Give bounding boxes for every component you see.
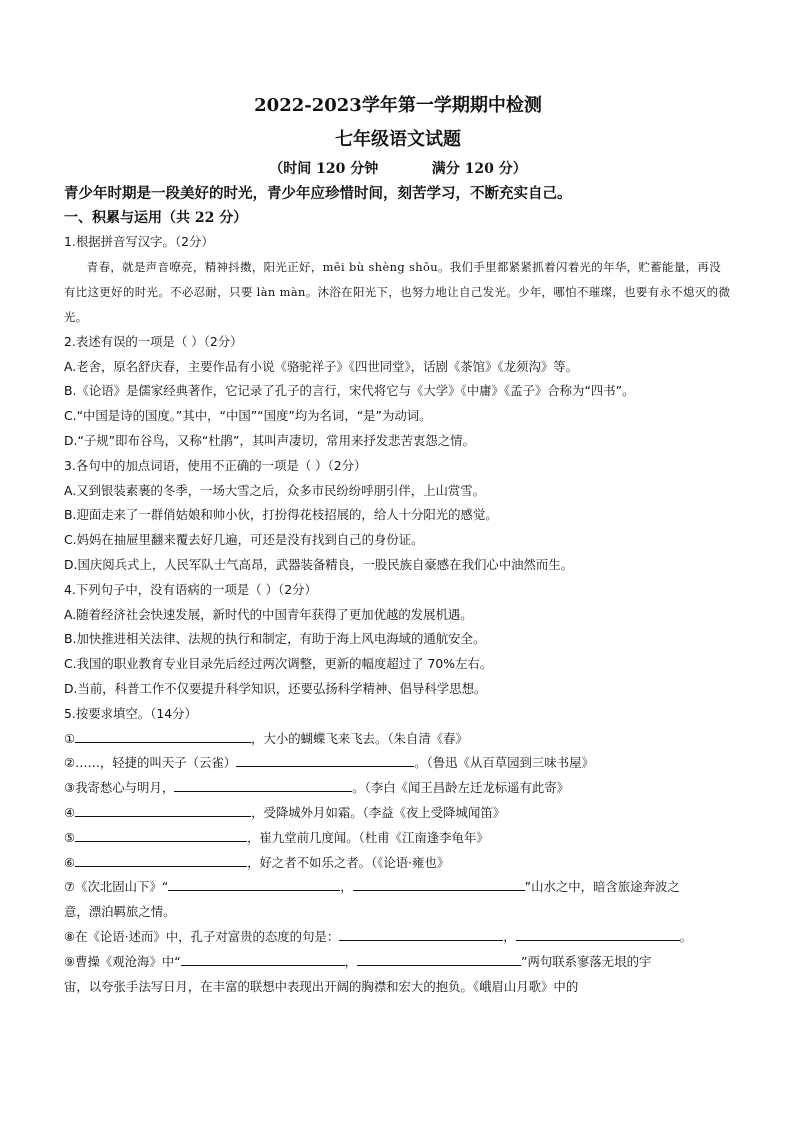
answer-blank[interactable] [357, 951, 521, 966]
answer-blank[interactable] [75, 802, 251, 817]
fill-item-8-suffix: 。 [679, 928, 693, 944]
exam-page [64, 94, 732, 999]
exam-title: 2022-2023学年第一学期期中检测 [254, 95, 542, 116]
answer-blank[interactable] [174, 777, 352, 792]
question-2-option-d: D.“子规”即布谷鸟，又称“杜鹃”，其叫声凄切，常用来抒发悲苦衷怨之情。 [64, 432, 475, 448]
question-2-option-c: C.“中国是诗的国度。”其中，“中国”“国度”均为名词，“是”为动词。 [64, 408, 432, 424]
fill-item-4-prefix: ④ [64, 804, 76, 820]
answer-blank[interactable] [516, 926, 680, 941]
answer-blank[interactable] [353, 876, 525, 891]
answer-blank[interactable] [75, 827, 247, 842]
question-2-option-b: B.《论语》是儒家经典著作，它记录了孔子的言行，宋代将它与《大学》《中庸》《孟子》合称为“四书”。 [64, 383, 635, 399]
question-4-option-c: C.我国的职业教育专业目录先后经过两次调整，更新的幅度超过了 70%左右。 [64, 656, 493, 672]
question-3-stem: 3.各句中的加点词语，使用不正确的一项是（ ）（2分） [64, 457, 367, 473]
exam-subtitle: 七年级语文试题 [335, 129, 461, 150]
fill-item-1-suffix: ，大小的蝴蝶飞来飞去。（朱自清《春》 [251, 730, 468, 746]
question-4-option-d: D.当前，科普工作不仅要提升科学知识，还要弘扬科学精神、倡导科学思想。 [64, 680, 487, 696]
fill-item-6-suffix: ，好之者不如乐之者。（《论语·雍也》 [247, 854, 450, 870]
question-4-option-a: A.随着经济社会快速发展，新时代的中国青年获得了更加优越的发展机遇。 [64, 606, 473, 622]
answer-blank[interactable] [168, 876, 340, 891]
fill-item-7-mid: ， [340, 879, 353, 895]
fill-item-7 [64, 875, 732, 900]
question-2-stem: 2.表述有误的一项是（ ）（2分） [64, 333, 243, 349]
fill-item-5-prefix: ⑤ [64, 829, 76, 845]
fill-item-3 [64, 776, 732, 801]
fill-item-7-suffix: ”山水之中，暗含旅途奔波之 [524, 879, 680, 895]
fill-item-5-suffix: ，崔九堂前几度闻。（杜甫《江南逢李龟年》 [247, 829, 489, 845]
motto: 青少年时期是一段美好的时光，青少年应珍惜时间，刻苦学习，不断充实自己。 [64, 185, 572, 202]
answer-blank[interactable] [236, 752, 414, 767]
exam-time-score: （时间 120 分钟 满分 120 分） [269, 161, 527, 177]
fill-item-8-prefix: ⑧在《论语·述而》中，孔子对富贵的态度的句是： [64, 928, 340, 944]
question-4-stem: 4.下列句子中，没有语病的一项是（ ）（2分） [64, 581, 317, 597]
answer-blank[interactable] [181, 951, 345, 966]
answer-blank[interactable] [75, 852, 247, 867]
fill-item-7-prefix: ⑦《次北固山下》“ [64, 879, 169, 895]
fill-item-3-prefix: ③我寄愁心与明月， [64, 780, 175, 796]
question-3-option-d: D.国庆阅兵式上，人民军队士气高昂，武器装备精良，一股民族自豪感在我们心中油然而生。 [64, 556, 574, 572]
question-1-stem: 1.根据拼音写汉字。（2分） [64, 234, 214, 249]
question-3-option-b: B.迎面走来了一群俏姑娘和帅小伙，打扮得花枝招展的，给人十分阳光的感觉。 [64, 507, 498, 523]
fill-item-1-prefix: ① [64, 730, 76, 746]
question-4-option-b: B.加快推进相关法律、法规的执行和制定，有助于海上风电海域的通航安全。 [64, 631, 486, 647]
answer-blank[interactable] [75, 728, 251, 743]
fill-item-9 [64, 950, 732, 975]
fill-item-2 [64, 751, 732, 776]
fill-item-6 [64, 851, 732, 876]
fill-item-4 [64, 801, 732, 826]
question-3-option-c: C.妈妈在抽屉里翻来覆去好几遍，可还是没有找到自己的身份证。 [64, 532, 424, 548]
fill-item-4-suffix: ，受降城外月如霜。（李益《夜上受降城闻笛》 [251, 804, 506, 820]
fill-item-2-suffix: 。（鲁迅《从百草园到三味书屋》 [414, 755, 594, 771]
fill-item-8-mid: ， [503, 928, 516, 944]
question-2-option-a: A.老舍，原名舒庆春，主要作品有小说《骆驼祥子》《四世同堂》，话剧《茶馆》《龙须沟》等。 [64, 358, 579, 374]
fill-item-8 [64, 925, 732, 950]
answer-blank[interactable] [339, 926, 503, 941]
question-3-option-a: A.又到银装素裹的冬季，一场大雪之后，众多市民纷纷呼朋引伴，上山赏雪。 [64, 482, 486, 498]
section-heading: 一、积累与运用（共 22 分） [64, 210, 248, 226]
fill-item-9-prefix: ⑨曹操《观沧海》中“ [64, 953, 181, 969]
fill-item-9-mid: ， [344, 953, 358, 969]
fill-item-7-continuation: 意，漂泊羁旅之情。 [64, 904, 176, 920]
question-5-stem: 5.按要求填空。（14分） [64, 705, 197, 721]
fill-item-3-suffix: 。（李白《闻王昌龄左迁龙标遥有此寄》 [352, 780, 570, 796]
fill-item-9-suffix: ”两句联系寥落无垠的宇 [521, 953, 652, 969]
fill-item-1 [64, 727, 732, 752]
fill-item-5 [64, 826, 732, 851]
question-1-passage: 青春，就是声音嘹亮，精神抖擞，阳光正好，mēi bù shèng shōu。我们手里都紧紧抓着闪着光的年华，贮蓄能量，再没有比这更好的时光。不必忍耐，只要 làn màn。沐浴在阳光下，也努力地让自己发光。少年，哪怕不璀璨，也要有永不熄灭的微光。 [64, 259, 731, 324]
fill-item-9-continuation: 宙，以夸张手法写日月，在丰富的联想中表现出开阔的胸襟和宏大的抱负。《峨眉山月歌》中的 [64, 978, 579, 994]
fill-item-6-prefix: ⑥ [64, 854, 76, 870]
fill-item-2-prefix: ②……，轻捷的叫天子（云雀） [64, 755, 237, 771]
